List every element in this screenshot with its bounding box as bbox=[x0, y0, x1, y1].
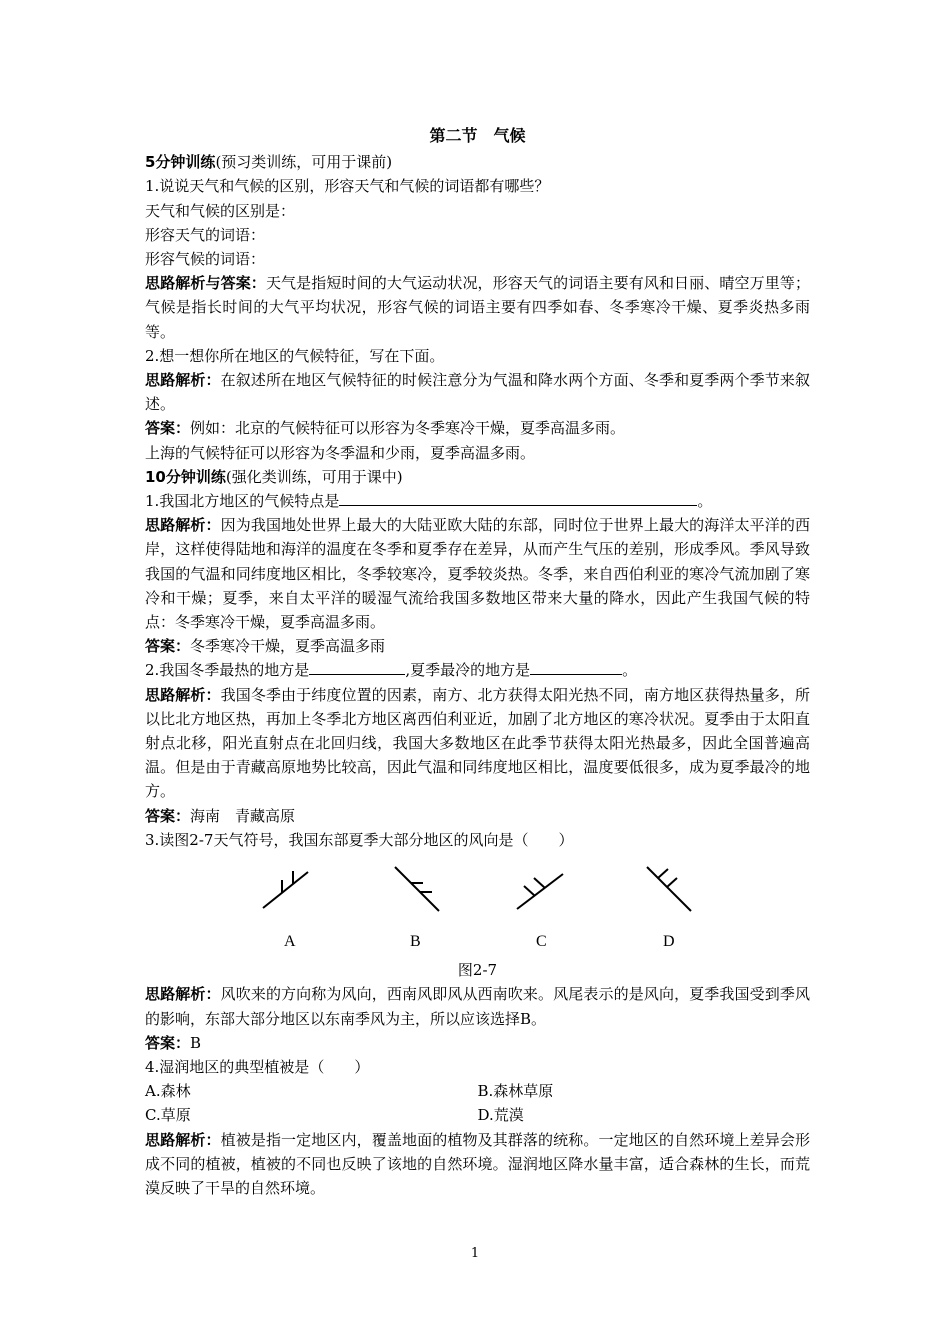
page-number: 1 bbox=[470, 1246, 480, 1261]
p3-answer: 答案：B bbox=[145, 1033, 202, 1052]
section-title: 第二节 气候 bbox=[429, 126, 526, 145]
document-page bbox=[145, 118, 810, 1200]
option-a: A.森林 bbox=[145, 1082, 191, 1101]
fill-blank bbox=[339, 491, 697, 506]
p2-analysis: 思路解析：我国冬季由于纬度位置的因素，南方、北方获得太阳光热不同，南方地区获得热量多，所以比北方地区热，再加上冬季北方地区离西伯利亚近，加剧了北方地区的寒冷状况。夏季由于太阳直射点北移，阳光直射点在北回归线，我国大多数地区在此季节获得太阳光热最多，因此全国普遍高温。但是由于青藏高原地势比较高，因此气温和同纬度地区相比，温度要低很多，成为夏季最冷的地方。 bbox=[145, 685, 810, 801]
p4-stem: 4.湿润地区的典型植被是（ ） bbox=[145, 1057, 370, 1076]
p4-options-row bbox=[145, 1103, 810, 1127]
p2-stem: 2.我国冬季最热的地方是 ,夏季最冷的地方是 。 bbox=[145, 661, 638, 680]
wind-symbols-figure bbox=[145, 856, 810, 954]
option-c: C.草原 bbox=[145, 1106, 191, 1125]
option-b: B.森林草原 bbox=[477, 1082, 554, 1101]
p3-stem: 3.读图2-7天气符号，我国东部夏季大部分地区的风向是（ ） bbox=[145, 830, 574, 849]
wind-symbol-c-shaft bbox=[517, 874, 563, 909]
option-letter-b: B bbox=[410, 933, 421, 951]
wind-symbol-b-shaft bbox=[395, 867, 439, 911]
fill-blank bbox=[530, 660, 622, 675]
p1-answer: 答案：冬季寒冷干燥，夏季高温多雨 bbox=[145, 637, 386, 656]
option-letter-c: C bbox=[536, 933, 547, 951]
figure-caption: 图2-7 bbox=[457, 961, 498, 980]
fill-blank bbox=[309, 660, 405, 675]
p1-analysis: 思路解析：因为我国地处世界上最大的大陆亚欧大陆的东部，同时位于世界上最大的海洋太平洋的西岸，这样使得陆地和海洋的温度在冬季和夏季存在差异，从而产生气压的差别，形成季风。季风导致我国的气温和同纬度地区相比，冬季较寒冷，夏季较炎热。冬季，来自西伯利亚的寒冷气流加剧了寒冷和干燥；夏季，来自太平洋的暖湿气流给我国多数地区带来大量的降水，因此产生我国气候的特点：冬季寒冷干燥，夏季高温多雨。 bbox=[145, 516, 810, 632]
q1-line2: 形容天气的词语： bbox=[145, 225, 266, 244]
section-heading-5min: 5分钟训练(预习类训练，可用于课前) bbox=[145, 153, 393, 172]
q2-answer-2: 上海的气候特征可以形容为冬季温和少雨，夏季高温多雨。 bbox=[145, 443, 536, 462]
wind-symbol-c-feather bbox=[524, 886, 535, 896]
wind-symbol-a-shaft bbox=[263, 872, 308, 908]
p3-analysis: 思路解析：风吹来的方向称为风向，西南风即风从西南吹来。风尾表示的是风向，夏季我国受到季风的影响，东部大部分地区以东南季风为主，所以应该选择B。 bbox=[145, 985, 810, 1028]
q1-stem: 1.说说天气和气候的区别，形容天气和气候的词语都有哪些？ bbox=[145, 177, 550, 196]
q2-analysis: 思路解析：在叙述所在地区气候特征的时候注意分为气温和降水两个方面、冬季和夏季两个季节来叙述。 bbox=[145, 371, 810, 414]
wind-symbol-d-shaft bbox=[647, 867, 691, 911]
p4-options-row bbox=[145, 1079, 810, 1103]
p4-analysis: 思路解析：植被是指一定地区内，覆盖地面的植物及其群落的统称。一定地区的自然环境上差异会形成不同的植被，植被的不同也反映了该地的自然环境。湿润地区降水量丰富，适合森林的生长，而荒漠反映了干旱的自然环境。 bbox=[145, 1130, 810, 1197]
section-heading-10min: 10分钟训练(强化类训练，可用于课中) bbox=[145, 467, 403, 486]
wind-symbol-d-feather bbox=[667, 878, 677, 887]
q1-line1: 天气和气候的区别是： bbox=[145, 201, 296, 220]
option-d: D.荒漠 bbox=[477, 1106, 524, 1125]
q2-answer: 答案：例如：北京的气候特征可以形容为冬季寒冷干燥，夏季高温多雨。 bbox=[145, 419, 626, 438]
option-letter-a: A bbox=[284, 933, 296, 951]
wind-symbols-svg bbox=[145, 856, 810, 954]
q2-stem: 2.想一想你所在地区的气候特征，写在下面。 bbox=[145, 346, 445, 365]
p2-answer: 答案：海南 青藏高原 bbox=[145, 806, 296, 825]
q1-line3: 形容气候的词语： bbox=[145, 250, 266, 269]
option-letter-d: D bbox=[663, 933, 675, 951]
wind-symbol-d-feather bbox=[658, 869, 668, 878]
p1-stem: 1.我国北方地区的气候特点是 。 bbox=[145, 492, 713, 511]
wind-symbol-c-feather bbox=[534, 878, 545, 888]
q1-answer: 思路解析与答案：天气是指短时间的大气运动状况，形容天气的词语主要有风和日丽、晴空万里等；气候是指长时间的大气平均状况，形容气候的词语主要有四季如春、冬季寒冷干燥、夏季炎热多雨等。 bbox=[145, 274, 810, 341]
